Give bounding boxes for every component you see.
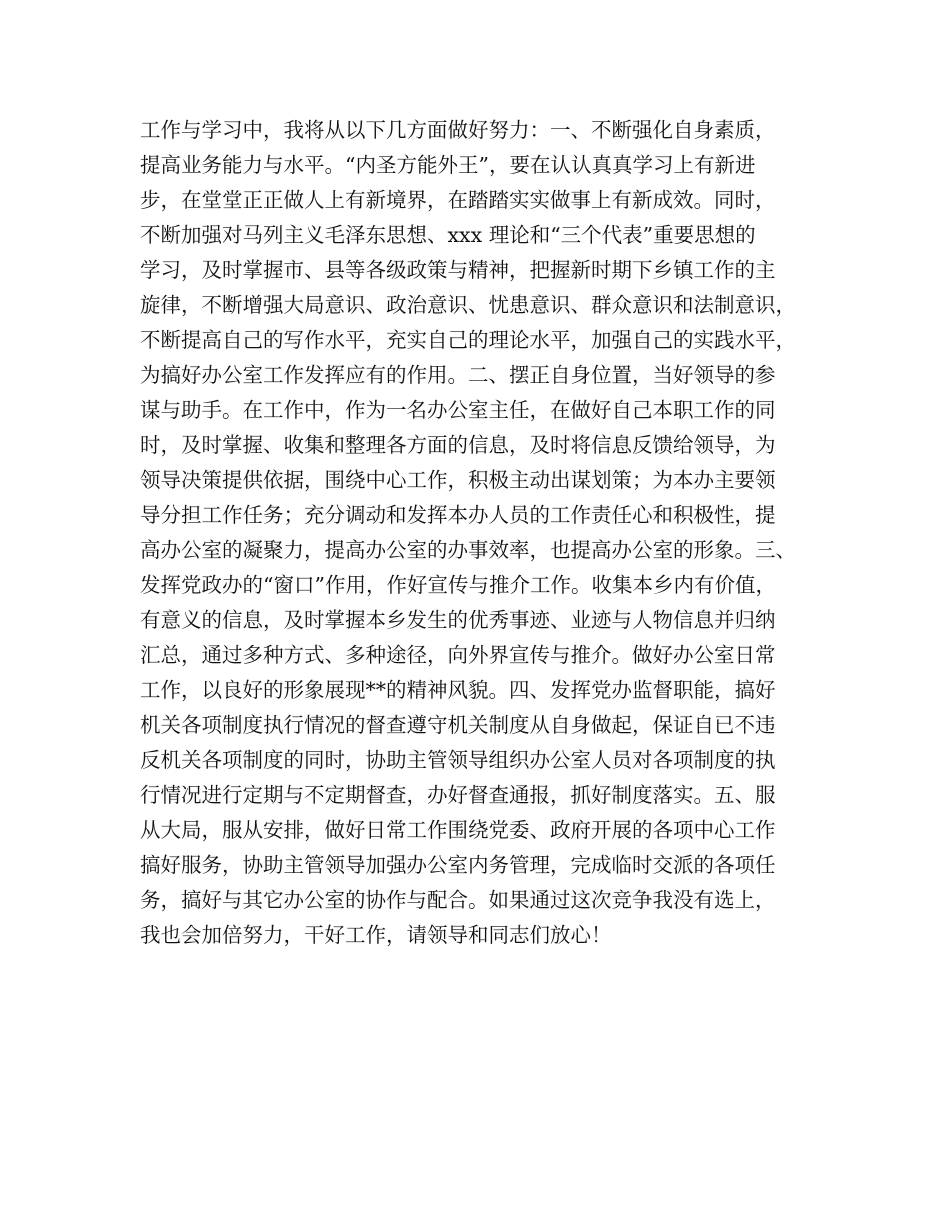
text-line: 不断提高自己的写作水平，充实自己的理论水平，加强自己的实践水平， xyxy=(140,328,796,352)
text-line: 学习，及时掌握市、县等各级政策与精神，把握新时期下乡镇工作的主 xyxy=(140,258,776,282)
text-line: 提高业务能力与水平。“内圣方能外王”，要在认认真真学习上有新进 xyxy=(140,153,756,177)
text-line: 行情况进行定期与不定期督查，办好督查通报，抓好制度落实。五、服 xyxy=(140,783,776,807)
text-line: 工作，以良好的形象展现**的精神风貌。四、发挥党办监督职能，搞好 xyxy=(140,678,776,702)
text-line: 搞好服务，协助主管领导加强办公室内务管理，完成临时交派的各项任 xyxy=(140,853,776,877)
text-line: 领导决策提供依据，围绕中心工作，积极主动出谋划策；为本办主要领 xyxy=(140,468,776,492)
text-line: 发挥党政办的“窗口”作用，作好宣传与推介工作。收集本乡内有价值， xyxy=(140,573,776,597)
text-line: 我也会加倍努力，干好工作，请领导和同志们放心！ xyxy=(140,923,612,947)
text-line: 务，搞好与其它办公室的协作与配合。如果通过这次竞争我没有选上， xyxy=(140,888,776,912)
text-line: 汇总，通过多种方式、多种途径，向外界宣传与推介。做好办公室日常 xyxy=(140,643,776,667)
text-line: 不断加强对马列主义毛泽东思想、xxx 理论和“三个代表”重要思想的 xyxy=(140,223,756,247)
body-paragraph xyxy=(140,113,840,953)
text-line: 工作与学习中，我将从以下几方面做好努力：一、不断强化自身素质， xyxy=(140,118,776,142)
text-line: 导分担工作任务；充分调动和发挥本办人员的工作责任心和积极性，提 xyxy=(140,503,776,527)
text-line: 时，及时掌握、收集和整理各方面的信息，及时将信息反馈给领导，为 xyxy=(140,433,776,457)
text-line: 反机关各项制度的同时，协助主管领导组织办公室人员对各项制度的执 xyxy=(140,748,776,772)
text-line: 旋律，不断增强大局意识、政治意识、忧患意识、群众意识和法制意识， xyxy=(140,293,796,317)
text-line: 为搞好办公室工作发挥应有的作用。二、摆正自身位置，当好领导的参 xyxy=(140,363,776,387)
text-line: 步，在堂堂正正做人上有新境界，在踏踏实实做事上有新成效。同时， xyxy=(140,188,776,212)
text-line: 有意义的信息，及时掌握本乡发生的优秀事迹、业迹与人物信息并归纳 xyxy=(140,608,776,632)
text-line: 高办公室的凝聚力，提高办公室的办事效率，也提高办公室的形象。三、 xyxy=(140,538,796,562)
text-line: 机关各项制度执行情况的督查遵守机关制度从自身做起，保证自已不违 xyxy=(140,713,776,737)
text-line: 谋与助手。在工作中，作为一名办公室主任，在做好自己本职工作的同 xyxy=(140,398,776,422)
text-line: 从大局，服从安排，做好日常工作围绕党委、政府开展的各项中心工作 xyxy=(140,818,776,842)
